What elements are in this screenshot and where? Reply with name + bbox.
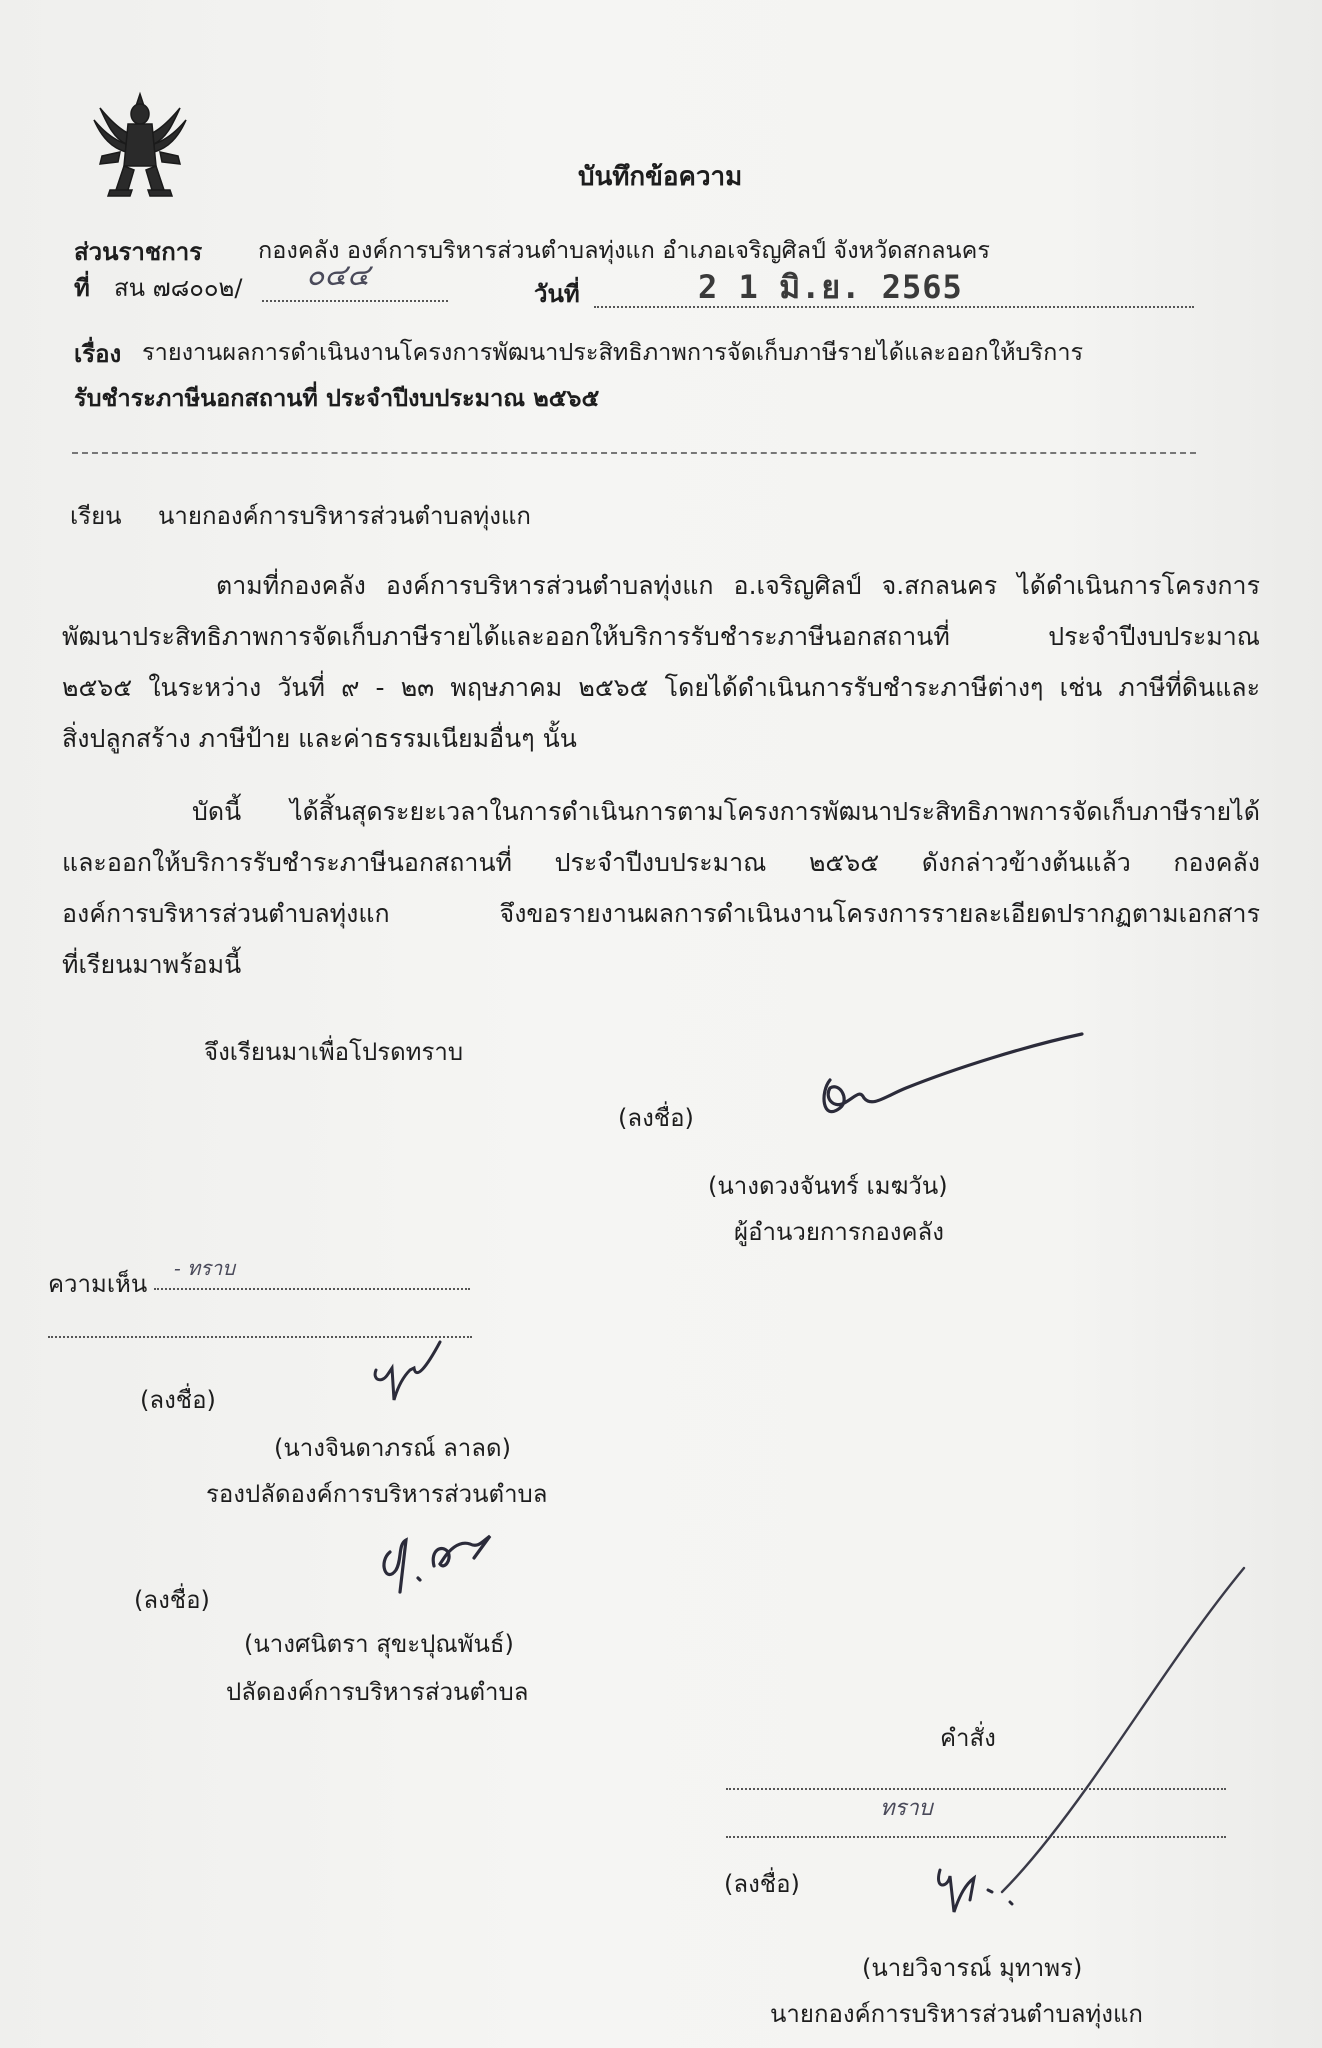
signer-3-name: (นางศนิตรา สุขะปุณพันธ์) xyxy=(244,1630,514,1658)
paragraph-2-line: บัดนี้ ได้สิ้นสุดระยะเวลาในการดำเนินการตามโครงการพัฒนาประสิทธิภาพการจัดเก็บภาษีรายได้ xyxy=(192,797,1260,826)
opinion-handwritten: - ทราบ xyxy=(174,1256,235,1280)
signer-2-position: รองปลัดองค์การบริหารส่วนตำบล xyxy=(206,1480,548,1508)
date-dotted-line xyxy=(594,306,1194,308)
signer-1-signature xyxy=(816,1030,1096,1120)
agency-value: กองคลัง องค์การบริหารส่วนตำบลทุ่งแก อำเภอเจริญศิลป์ จังหวัดสกลนคร xyxy=(258,236,990,264)
signer-3-sign-label: (ลงชื่อ) xyxy=(134,1586,210,1614)
paragraph-1-line: ๒๕๖๕ ในระหว่าง วันที่ ๙ - ๒๓ พฤษภาคม ๒๕๖๕ โดยได้ดำเนินการรับชำระภาษีต่างๆ เช่น ภาษีที่ดินและ xyxy=(62,673,1260,702)
subject-label: เรื่อง xyxy=(74,340,122,368)
signer-2-sign-label: (ลงชื่อ) xyxy=(140,1386,216,1414)
agency-label: ส่วนราชการ xyxy=(74,238,203,266)
ref-label: ที่ xyxy=(74,274,90,302)
body-paragraph-1 xyxy=(62,560,1260,764)
paragraph-1-line: พัฒนาประสิทธิภาพการจัดเก็บภาษีรายได้และออกให้บริการรับชำระภาษีนอกสถานที่ ประจำปีงบประมาณ xyxy=(62,622,1260,651)
order-signature xyxy=(930,1850,1040,1930)
order-approval-stroke xyxy=(988,1566,1248,1896)
order-handwritten: ทราบ xyxy=(880,1796,933,1821)
subject-line-1: รายงานผลการดำเนินงานโครงการพัฒนาประสิทธิภาพการจัดเก็บภาษีรายได้และออกให้บริการ xyxy=(142,338,1084,366)
signer-1-name: (นางดวงจันทร์ เมฆวัน) xyxy=(708,1172,948,1200)
signer-2-signature xyxy=(370,1340,450,1420)
order-position: นายกองค์การบริหารส่วนตำบลทุ่งแก xyxy=(770,2000,1143,2028)
paragraph-2-line: ที่เรียนมาพร้อมนี้ xyxy=(62,950,242,979)
signer-1-position: ผู้อำนวยการกองคลัง xyxy=(734,1218,944,1246)
paragraph-2-line: องค์การบริหารส่วนตำบลทุ่งแก จึงขอรายงานผลการดำเนินงานโครงการรายละเอียดปรากฏตามเอกสาร xyxy=(62,899,1260,928)
subject-line-2: รับชำระภาษีนอกสถานที่ ประจำปีงบประมาณ ๒๕๖๕ xyxy=(74,384,600,412)
body-paragraph-2 xyxy=(62,786,1260,990)
order-name: (นายวิจารณ์ มุทาพร) xyxy=(862,1954,1083,1982)
salutation-label: เรียน xyxy=(70,502,122,530)
paragraph-1-line: ตามที่กองคลัง องค์การบริหารส่วนตำบลทุ่งแก อ.เจริญศิลป์ จ.สกลนคร ได้ดำเนินการโครงการ xyxy=(216,571,1260,600)
order-label: คำสั่ง xyxy=(940,1724,996,1752)
date-label: วันที่ xyxy=(534,280,580,308)
date-stamp: 2 1 มิ.ย. 2565 xyxy=(698,268,963,306)
paragraph-2-line: และออกให้บริการรับชำระภาษีนอกสถานที่ ประจำปีงบประมาณ ๒๕๖๕ ดังกล่าวข้างต้นแล้ว กองคลัง xyxy=(62,848,1260,877)
ref-value: สน ๗๘๐๐๒/ xyxy=(114,274,243,302)
signer-3-signature xyxy=(378,1522,518,1602)
memo-title: บันทึกข้อความ xyxy=(578,162,743,192)
opinion-label: ความเห็น xyxy=(48,1270,148,1298)
opinion-dotted-line-2 xyxy=(48,1336,472,1338)
salutation-value: นายกองค์การบริหารส่วนตำบลทุ่งแก xyxy=(158,502,531,530)
closing-text: จึงเรียนมาเพื่อโปรดทราบ xyxy=(204,1038,464,1066)
signer-1-sign-label: (ลงชื่อ) xyxy=(618,1104,694,1132)
order-sign-label: (ลงชื่อ) xyxy=(724,1870,800,1898)
signer-2-name: (นางจินดาภรณ์ ลาลด) xyxy=(274,1434,511,1462)
header-divider xyxy=(72,452,1196,454)
opinion-dotted-line-1 xyxy=(154,1288,470,1290)
ref-dotted-line xyxy=(262,300,448,302)
signer-3-position: ปลัดองค์การบริหารส่วนตำบล xyxy=(226,1678,529,1706)
ref-handwritten: ๐๔๔ xyxy=(306,258,370,293)
paragraph-1-line: สิ่งปลูกสร้าง ภาษีป้าย และค่าธรรมเนียมอื่นๆ นั้น xyxy=(62,724,577,753)
garuda-emblem-icon xyxy=(80,86,200,206)
